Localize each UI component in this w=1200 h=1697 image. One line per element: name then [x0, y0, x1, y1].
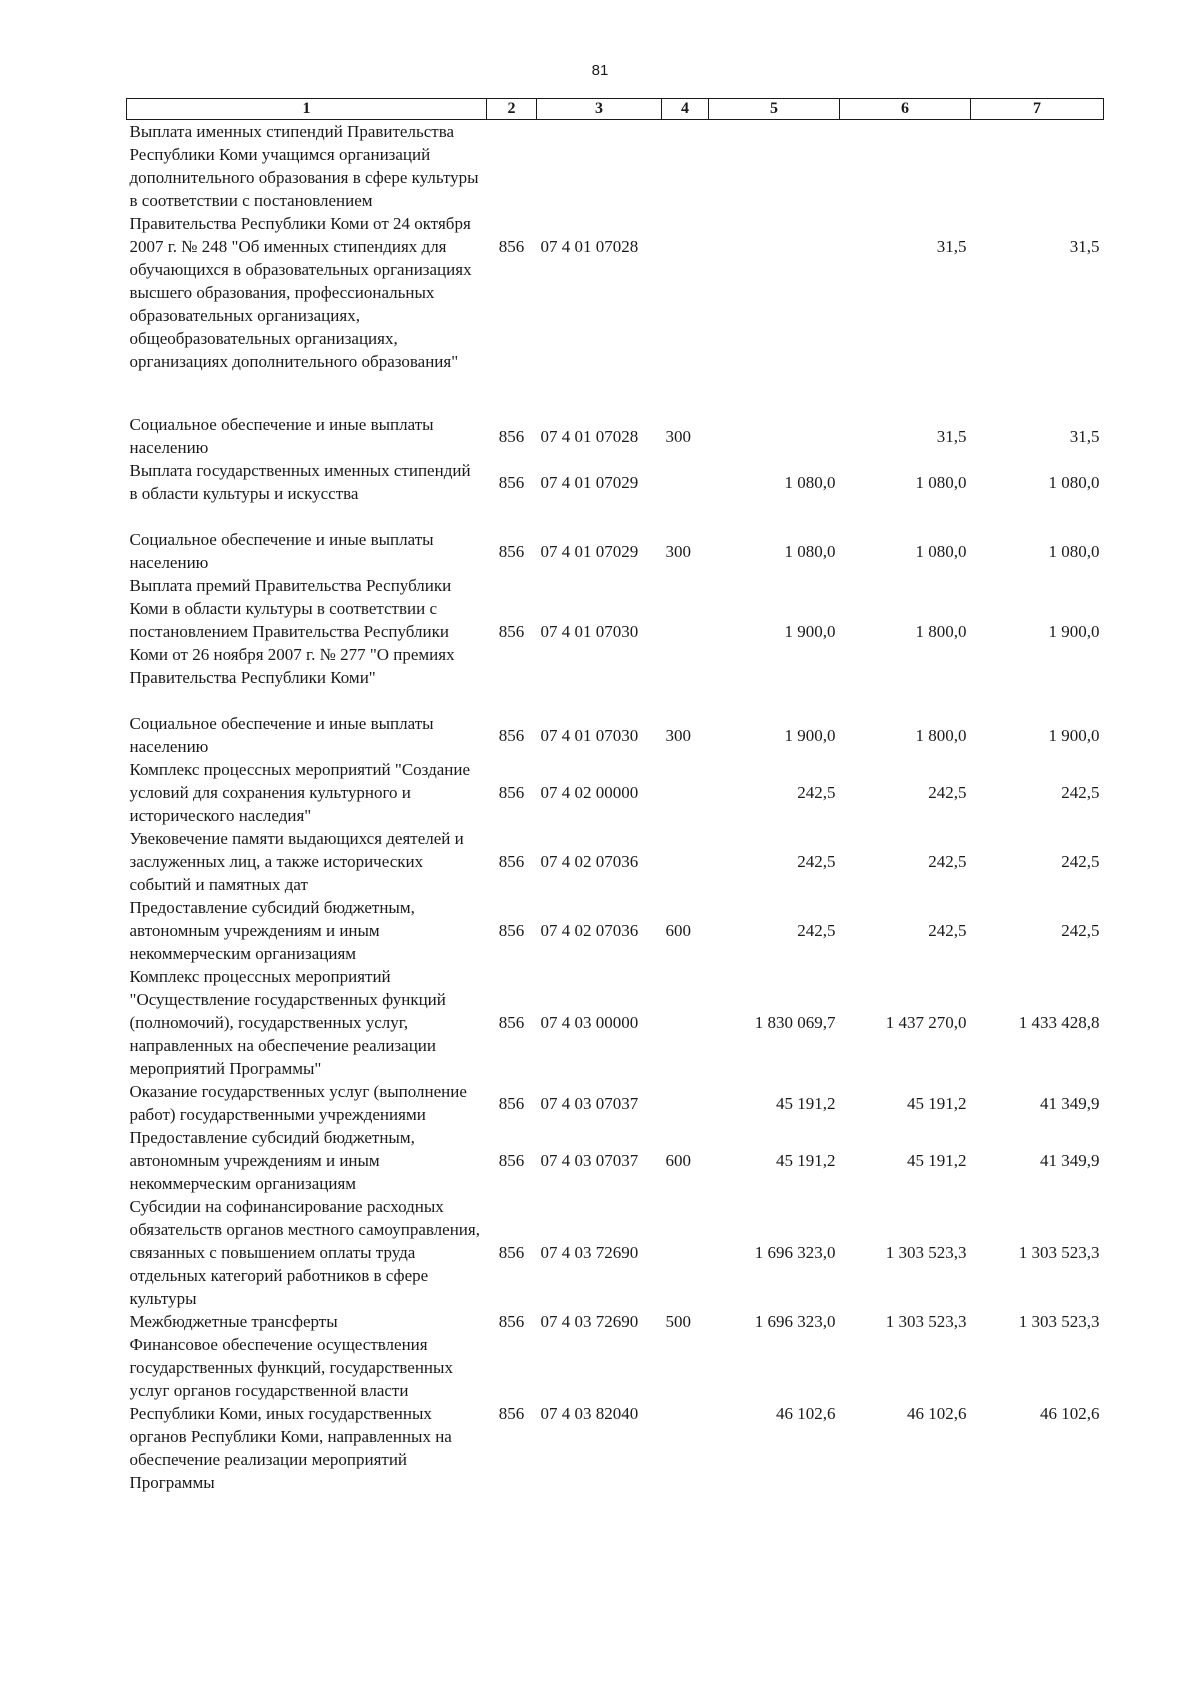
row-code: 856: [498, 1013, 525, 1032]
budget-table: [126, 98, 1104, 1494]
row-code: 856: [498, 622, 525, 641]
row-v7: 1 900,0: [1048, 622, 1100, 641]
header-col-5: 5: [709, 99, 840, 120]
row-v7: 1 303 523,3: [1018, 1243, 1100, 1262]
row-csr: 07 4 03 07037: [540, 1093, 639, 1113]
row-v5: 1 900,0: [784, 622, 836, 641]
row-csr: 07 4 03 72690: [540, 1243, 639, 1262]
row-v6: 45 191,2: [907, 1151, 967, 1170]
row-vr: 300: [665, 426, 691, 446]
row-v6: 31,5: [936, 426, 967, 446]
row-code: 856: [498, 725, 525, 745]
row-name: Предоставление субсидий бюджетным, автономным учреждениям и иным некоммерческим организациям: [129, 898, 415, 963]
row-v7: 242,5: [1061, 852, 1100, 871]
row-vr: [662, 827, 709, 896]
row-csr: 07 4 02 07036: [540, 852, 639, 871]
row-v5: 1 696 323,0: [754, 1312, 836, 1331]
row-vr: 300: [665, 725, 691, 745]
row-code: 856: [498, 426, 525, 446]
row-v5: 1 080,0: [784, 472, 836, 492]
row-csr: 07 4 03 72690: [540, 1312, 639, 1331]
row-v7: 31,5: [1069, 426, 1100, 446]
row-v6: 1 080,0: [915, 541, 967, 561]
row-v7: 242,5: [1061, 783, 1100, 802]
row-v6: 1 303 523,3: [885, 1312, 967, 1331]
row-name: Финансовое обеспечение осуществления государственных функций, государственных услуг органов государственной власти Республики Коми, иных государственных органов Республики Коми, направленных на обеспечение реализации мероприятий Программы: [129, 1335, 453, 1492]
row-csr: 07 4 01 07029: [540, 541, 639, 561]
table-row: [127, 574, 1104, 712]
row-name: Выплата премий Правительства Республики Коми в области культуры в соответствии с постановлением Правительства Республики Коми от 26 ноября 2007 г. № 277 "О премиях Правительства Республики Коми": [129, 576, 455, 687]
row-vr: 500: [665, 1312, 691, 1331]
table-row: [127, 1333, 1104, 1494]
row-v5: 242,5: [797, 921, 836, 940]
row-v7: 46 102,6: [1040, 1404, 1100, 1423]
header-col-6: 6: [840, 99, 971, 120]
table-header: [127, 99, 1104, 120]
table-row: [127, 896, 1104, 965]
table-row: [127, 965, 1104, 1080]
table-row: [127, 827, 1104, 896]
header-col-2: 2: [487, 99, 537, 120]
row-v5: 1 696 323,0: [754, 1243, 836, 1262]
row-name: Межбюджетные трансферты: [129, 1312, 338, 1331]
row-code: 856: [498, 1312, 525, 1331]
row-v7: 1 900,0: [1048, 725, 1100, 745]
row-vr: 600: [665, 921, 691, 940]
row-v6: 242,5: [928, 852, 967, 871]
header-col-1: 1: [127, 99, 487, 120]
page-number: 81: [591, 62, 609, 79]
row-v6: 242,5: [928, 921, 967, 940]
row-name: Комплекс процессных мероприятий "Осуществление государственных функций (полномочий), государственных услуг, направленных на обеспечение реализации мероприятий Программы": [129, 967, 446, 1078]
row-name: Оказание государственных услуг (выполнение работ) государственными учреждениями: [129, 1082, 467, 1124]
row-v7: 41 349,9: [1040, 1093, 1100, 1113]
row-v7: 31,5: [1069, 237, 1100, 256]
table-row: [127, 758, 1104, 827]
row-v6: 1 800,0: [915, 622, 967, 641]
row-vr: 300: [665, 541, 691, 561]
row-v7: 1 303 523,3: [1018, 1312, 1100, 1331]
row-vr: [662, 965, 709, 1080]
row-code: 856: [498, 472, 525, 492]
table-row: [127, 459, 1104, 528]
row-v6: 1 080,0: [915, 472, 967, 492]
header-col-3: 3: [537, 99, 662, 120]
row-csr: 07 4 01 07028: [540, 426, 639, 446]
table-row: [127, 1080, 1104, 1126]
row-v6: 1 303 523,3: [885, 1243, 967, 1262]
row-v5: 46 102,6: [776, 1404, 836, 1423]
row-csr: 07 4 03 00000: [540, 1013, 639, 1032]
header-col-4: 4: [662, 99, 709, 120]
row-name: Выплата государственных именных стипендий в области культуры и искусства: [129, 461, 471, 503]
row-csr: 07 4 01 07029: [540, 472, 639, 492]
row-name: Комплекс процессных мероприятий "Создание условий для сохранения культурного и исторического наследия": [129, 760, 471, 825]
row-v5: [709, 413, 840, 459]
row-name: Социальное обеспечение и иные выплаты населению: [129, 415, 434, 457]
row-code: 856: [498, 541, 525, 561]
row-csr: 07 4 02 07036: [540, 921, 639, 940]
row-vr: [662, 758, 709, 827]
table-row: [127, 120, 1104, 414]
row-vr: [662, 1333, 709, 1494]
row-v7: 1 080,0: [1048, 472, 1100, 492]
row-v6: 242,5: [928, 783, 967, 802]
row-csr: 07 4 03 82040: [540, 1404, 639, 1423]
table-row: [127, 1126, 1104, 1195]
row-name: Социальное обеспечение и иные выплаты населению: [129, 714, 434, 756]
row-code: 856: [498, 921, 525, 940]
row-v6: 45 191,2: [907, 1093, 967, 1113]
row-code: 856: [498, 1151, 525, 1170]
row-name: Предоставление субсидий бюджетным, автономным учреждениям и иным некоммерческим организациям: [129, 1128, 415, 1193]
row-v5: 1 830 069,7: [754, 1013, 836, 1032]
row-code: 856: [498, 1404, 525, 1423]
row-v5: 1 900,0: [784, 725, 836, 745]
row-v7: 1 433 428,8: [1018, 1013, 1100, 1032]
row-vr: [662, 1195, 709, 1310]
table-body: [127, 120, 1104, 1495]
row-code: 856: [498, 1243, 525, 1262]
row-v7: 242,5: [1061, 921, 1100, 940]
row-v6: 1 800,0: [915, 725, 967, 745]
table-row: [127, 413, 1104, 459]
row-name: Выплата именных стипендий Правительства Республики Коми учащимся организаций дополнительного образования в сфере культуры в соответствии с постановлением Правительства Республики Коми от 24 октября 2007 г. № 248 "Об именных стипендиях для обучающихся в образовательных организациях высшего образования, профессиональных образовательных организациях, общеобразовательных организациях, организациях дополнительного образования": [129, 122, 479, 371]
table-row: [127, 1195, 1104, 1310]
row-csr: 07 4 02 00000: [540, 783, 639, 802]
row-v5: [709, 120, 840, 414]
row-code: 856: [498, 783, 525, 802]
header-col-7: 7: [971, 99, 1104, 120]
row-vr: [662, 1080, 709, 1126]
row-code: 856: [498, 852, 525, 871]
row-v5: 45 191,2: [776, 1093, 836, 1113]
row-csr: 07 4 01 07030: [540, 622, 639, 641]
row-csr: 07 4 03 07037: [540, 1151, 639, 1170]
row-vr: [662, 574, 709, 712]
row-v5: 45 191,2: [776, 1151, 836, 1170]
row-name: Увековечение памяти выдающихся деятелей и заслуженных лиц, а также исторических событий и памятных дат: [129, 829, 464, 894]
row-v5: 242,5: [797, 852, 836, 871]
table-row: [127, 712, 1104, 758]
row-code: 856: [498, 1093, 525, 1113]
row-vr: 600: [665, 1151, 691, 1170]
row-name: Субсидии на софинансирование расходных обязательств органов местного самоуправления, связанных с повышением оплаты труда отдельных категорий работников в сфере культуры: [129, 1197, 480, 1308]
row-v7: 1 080,0: [1048, 541, 1100, 561]
table-row: [127, 1310, 1104, 1333]
row-v7: 41 349,9: [1040, 1151, 1100, 1170]
row-csr: 07 4 01 07030: [540, 725, 639, 745]
row-v6: 31,5: [936, 237, 967, 256]
row-v5: 242,5: [797, 783, 836, 802]
row-v6: 46 102,6: [907, 1404, 967, 1423]
row-vr: [662, 120, 709, 414]
header-row: [127, 99, 1104, 120]
row-csr: 07 4 01 07028: [540, 237, 639, 256]
row-v5: 1 080,0: [784, 541, 836, 561]
table-row: [127, 528, 1104, 574]
row-vr: [662, 459, 709, 528]
row-v6: 1 437 270,0: [885, 1013, 967, 1032]
row-name: Социальное обеспечение и иные выплаты населению: [129, 530, 434, 572]
row-code: 856: [498, 237, 525, 256]
